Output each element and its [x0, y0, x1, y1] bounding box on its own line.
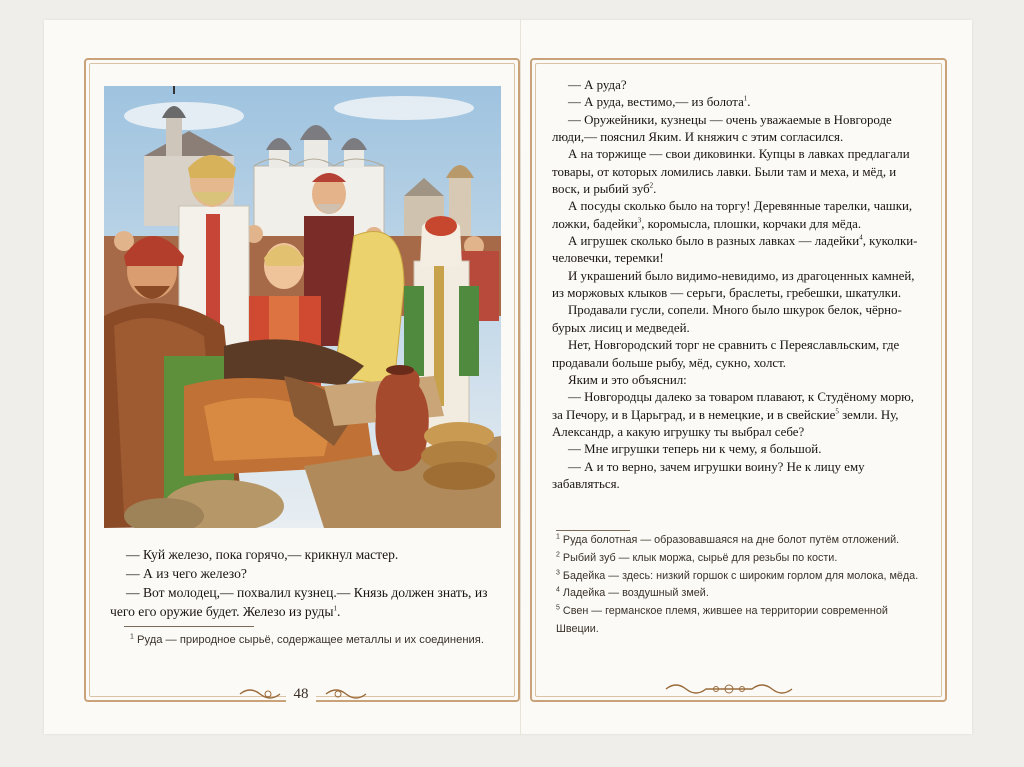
- footnote-number: 5: [556, 604, 560, 612]
- paragraph-text: — Оружейники, кузнецы — очень уважаемые в Новгороде люди,— пояснил Яким. И княжич с этим согласился.: [552, 112, 892, 145]
- footnote: [556, 550, 931, 568]
- paragraph: [552, 302, 927, 337]
- paragraph-tail: , коромысла, плошки, корчаки для мёда.: [641, 216, 862, 231]
- paragraph-tail: земли. Ну, Александр, а какую игрушку ты выбрал себе?: [552, 407, 899, 439]
- paragraph-text: И украшений было видимо-невидимо, из драгоценных камней, из моржовых клыков — серьги, браслеты, гребешки, шкатулки.: [552, 268, 915, 301]
- footnote: [556, 568, 931, 586]
- paragraph-text: А на торжище — свои диковинки. Купцы в лавках предлагали товары, от которых ломились лавки. Были там и меха, и мёд, и воск, и рыбий зуб: [552, 147, 910, 197]
- footnote-text: Руда болотная — образовавшаяся на дне болот путём отложений.: [562, 534, 900, 546]
- paragraph-text: — А руда?: [568, 78, 627, 92]
- right-page-text: [552, 77, 927, 493]
- paragraph-tail: .: [653, 182, 657, 197]
- page-ornament-right: [664, 681, 794, 697]
- footnote-text: Свен — германское племя, жившее на территории современной Швеции.: [556, 605, 888, 635]
- footnote-number: 4: [556, 586, 560, 594]
- paragraph-text: — Новгородцы далеко за товаром плавают, к Студёному морю, за Печору, и в Царьград, и в немецкие, и в свейские: [552, 390, 915, 422]
- paragraph-tail: , куколки-человечки, теремки!: [552, 234, 918, 266]
- paragraph-text: — Вот молодец,— похвалил кузнец.— Князь должен знать, из чего его оружие будет. Железо из руды: [110, 585, 488, 619]
- footnote-number: 1: [556, 533, 560, 541]
- paragraph-text: А посуды сколько было на торгу! Деревянные тарелки, чашки, ложки, бадейки: [552, 199, 913, 231]
- paragraph: — Вот молодец,— похвалил кузнец.— Князь должен знать, из чего его оружие будет. Железо из руды$^1$.: [110, 585, 488, 619]
- footnote: [556, 532, 931, 550]
- paragraph: [552, 146, 927, 198]
- paragraph: [552, 389, 927, 441]
- paragraph: [552, 94, 927, 111]
- right-page-footnotes: [556, 532, 931, 639]
- paragraph-tail: .: [747, 95, 751, 110]
- paragraph-text: Продавали гусли, сопели. Много было шкурок белок, чёрно-бурых лисиц и медведей.: [552, 303, 902, 335]
- footnote-marker: 5: [835, 407, 839, 416]
- footnote-marker: 4: [859, 233, 863, 242]
- paragraph: [552, 268, 927, 303]
- paragraph: — Куй железо, пока горячо,— крикнул мастер.: [126, 547, 399, 562]
- market-illustration: [104, 86, 501, 528]
- book-spine: [520, 20, 521, 734]
- paragraph: [552, 233, 927, 268]
- paragraph: [552, 337, 927, 372]
- paragraph: [552, 372, 927, 389]
- paragraph-text: — Мне игрушки теперь ни к чему, я большой.: [568, 442, 822, 457]
- paragraph-text: — А руда, вестимо,— из болота: [568, 95, 744, 110]
- paragraph: [552, 198, 927, 233]
- paragraph: [552, 112, 927, 147]
- footnote-text: Рыбий зуб — клык моржа, сырьё для резьбы по кости.: [562, 551, 838, 564]
- footnote: [556, 603, 931, 639]
- footnote-number: 2: [556, 551, 560, 559]
- left-page-text: [110, 545, 500, 621]
- footnote-marker: 3: [637, 216, 642, 225]
- left-page-footnote: [130, 632, 500, 648]
- paragraph: — А из чего железо?: [126, 566, 247, 581]
- footnote-number: 3: [556, 569, 560, 576]
- footnote-divider: [124, 626, 254, 627]
- paragraph-text: А игрушек сколько было в разных лавках — ладейки: [568, 234, 860, 249]
- paragraph-text: Нет, Новгородский торг не сравнить с Переяславльским, где продавали больше рыбу, мёд, сукно, холст.: [552, 338, 900, 370]
- footnote-marker: 2: [649, 181, 654, 190]
- footnote-text: Бадейка — здесь: низкий горшок с широким горлом для молока, мёда.: [562, 569, 919, 582]
- footnote-number: 1: [130, 633, 134, 641]
- footnote-marker: 1: [743, 95, 748, 104]
- paragraph: [552, 77, 927, 94]
- footnote-text: Ладейка — воздушный змей.: [562, 587, 709, 600]
- footnote: [556, 585, 931, 603]
- paragraph: [552, 459, 927, 494]
- paragraph-text: — А и то верно, зачем игрушки воину? Не к лицу ему забавляться.: [552, 459, 865, 491]
- footnote-marker: 1: [333, 604, 338, 613]
- footnote-text: Руда — природное сырьё, содержащее металлы и их соединения.: [137, 634, 484, 646]
- footnote-divider: [556, 530, 630, 531]
- page-number: 48: [286, 686, 316, 703]
- paragraph-text: Яким и это объяснил:: [568, 372, 687, 387]
- paragraph: [552, 441, 927, 458]
